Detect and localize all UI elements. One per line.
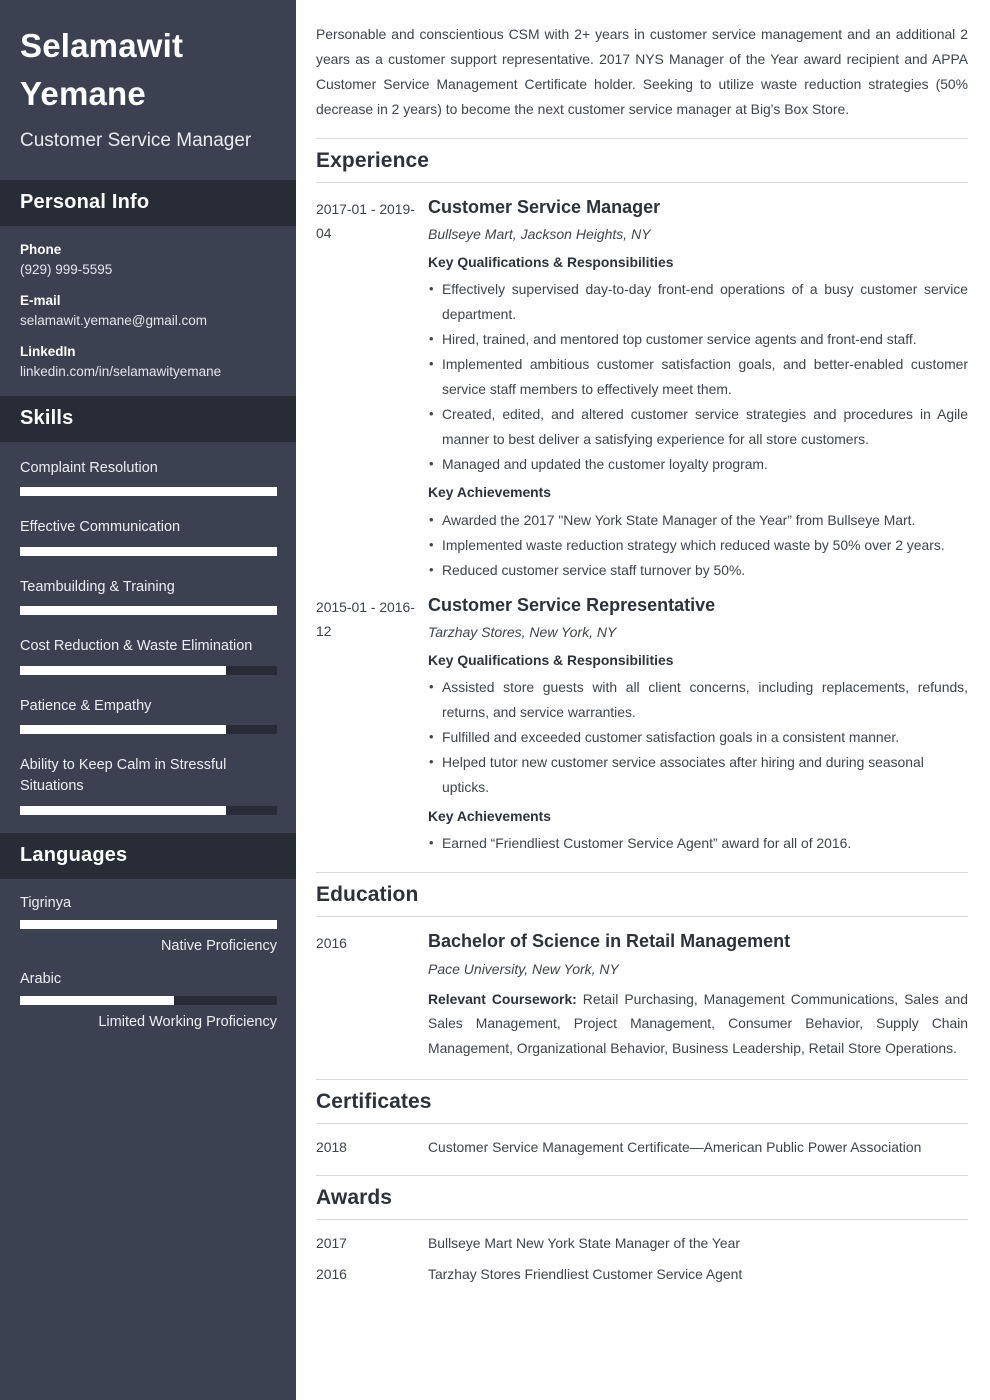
award-date: 2017 — [316, 1234, 347, 1251]
coursework-text: Retail Purchasing, Management Communications, Sales and Sales Management, Project Management, Consumer Behavior, Supply Chain Management, Organizational Behavior, Business Leadership, Retail Store Operations. — [428, 990, 968, 1057]
skill-item — [20, 755, 276, 814]
experience-entry — [316, 195, 968, 583]
languages-heading: Languages — [20, 843, 128, 866]
phone-value[interactable]: (929) 999-5595 — [20, 261, 113, 277]
language-proficiency: Native Proficiency — [160, 937, 277, 954]
list-item: • Created, edited, and altered customer service strategies and procedures in Agile manner to best deliver a satisfying experience for all store customers. — [428, 402, 968, 452]
skill-level-fill — [20, 487, 277, 496]
candidate-name: Selamawit Yemane — [20, 27, 184, 112]
personal-info-item-email — [20, 293, 276, 330]
achievements-list — [428, 508, 968, 583]
experience-heading: Experience — [316, 149, 968, 183]
phone-label: Phone — [20, 241, 62, 257]
skill-item — [20, 577, 276, 616]
list-item: • Assisted store guests with all client concerns, including replacements, refunds, returns, and service warranties. — [428, 675, 968, 725]
education-heading: Education — [316, 883, 968, 917]
language-item — [20, 971, 276, 1030]
list-item: • Implemented ambitious customer satisfaction goals, and better-enabled customer service staff members to effectively meet them. — [428, 352, 968, 402]
education-entry — [316, 929, 968, 1061]
award-text: Tarzhay Stores Friendliest Customer Service Agent — [428, 1265, 743, 1282]
skill-level-fill — [20, 666, 226, 675]
awards-heading: Awards — [316, 1186, 968, 1220]
email-value[interactable]: selamawit.yemane@gmail.com — [20, 313, 208, 329]
skill-item — [20, 636, 276, 675]
skill-level-bar — [20, 666, 277, 675]
certificates-heading: Certificates — [316, 1090, 968, 1124]
skill-label: Patience & Empathy — [20, 697, 152, 714]
list-item: • Helped tutor new customer service associates after hiring and during seasonal upticks. — [428, 750, 968, 800]
coursework-label: Relevant Coursework: — [428, 990, 577, 1007]
list-item: • Fulfilled and exceeded customer satisfaction goals in a consistent manner. — [428, 725, 968, 750]
email-label: E-mail — [20, 293, 61, 309]
list-item: • Reduced customer service staff turnover by 50%. — [428, 558, 968, 583]
skill-level-bar — [20, 487, 277, 496]
skill-label: Teambuilding & Training — [20, 578, 175, 595]
qualifications-list — [428, 277, 968, 476]
qualifications-heading: Key Qualifications & Responsibilities — [428, 253, 674, 270]
professional-summary: Personable and conscientious CSM with 2+ years in customer service management and an additional 2 years as a customer support representative. 2017 NYS Manager of the Year award recipient and APPA Customer Service Management Certificate holder. Seeking to utilize waste reduction strategies (50% decrease in 2 years) to become the next customer service manager at Big's Box Store. — [316, 26, 968, 117]
skill-level-fill — [20, 725, 226, 734]
section-awards — [316, 1175, 968, 1296]
education-date: 2016 — [316, 935, 347, 952]
certificate-row — [316, 1136, 968, 1158]
experience-details — [428, 195, 968, 583]
language-level-bar — [20, 996, 277, 1005]
achievements-heading: Key Achievements — [428, 484, 552, 501]
section-education — [316, 872, 968, 1061]
skill-level-bar — [20, 725, 277, 734]
personal-info-body — [0, 226, 296, 396]
skill-level-bar — [20, 806, 277, 815]
skills-body — [0, 442, 296, 833]
award-date: 2016 — [316, 1265, 347, 1282]
section-certificates — [316, 1079, 968, 1158]
personal-info-item-phone — [20, 242, 276, 279]
skill-label: Complaint Resolution — [20, 459, 158, 476]
skills-heading: Skills — [20, 406, 74, 429]
skill-level-fill — [20, 806, 226, 815]
candidate-job-title: Customer Service Manager — [20, 129, 252, 151]
language-item — [20, 895, 276, 954]
language-level-fill — [20, 920, 277, 929]
skill-level-bar — [20, 606, 277, 615]
personal-info-heading: Personal Info — [20, 190, 150, 213]
qualifications-list — [428, 675, 968, 799]
list-item: • Effectively supervised day-to-day front-end operations of a busy customer service department. — [428, 277, 968, 327]
section-header-personal-info — [0, 180, 296, 226]
achievements-heading: Key Achievements — [428, 807, 552, 824]
skill-label: Cost Reduction & Waste Elimination — [20, 638, 253, 655]
language-level-fill — [20, 996, 174, 1005]
education-school: Pace University, New York, NY — [428, 960, 619, 977]
experience-details — [428, 593, 968, 857]
list-item: • Implemented waste reduction strategy which reduced waste by 50% over 2 years. — [428, 533, 968, 558]
achievements-list — [428, 831, 968, 856]
language-label: Tigrinya — [20, 894, 72, 911]
certificate-date: 2018 — [316, 1139, 347, 1156]
skill-item — [20, 696, 276, 735]
language-proficiency: Limited Working Proficiency — [98, 1013, 277, 1030]
award-row — [316, 1263, 968, 1285]
qualifications-heading: Key Qualifications & Responsibilities — [428, 651, 674, 668]
award-row — [316, 1232, 968, 1254]
skill-level-fill — [20, 547, 277, 556]
language-label: Arabic — [20, 970, 62, 987]
language-level-bar — [20, 920, 277, 929]
section-header-skills — [0, 396, 296, 442]
experience-role: Customer Service Representative — [428, 594, 716, 615]
list-item: • Awarded the 2017 "New York State Manager of the Year” from Bullseye Mart. — [428, 508, 968, 533]
skill-item — [20, 517, 276, 556]
list-item: • Earned “Friendliest Customer Service Agent” award for all of 2016. — [428, 831, 968, 856]
linkedin-label: LinkedIn — [20, 344, 76, 360]
sidebar — [0, 0, 296, 1400]
education-details — [428, 929, 968, 1061]
languages-body — [0, 879, 296, 1044]
main-content — [296, 0, 990, 1295]
experience-organization: Tarzhay Stores, New York, NY — [428, 624, 617, 641]
education-coursework — [428, 987, 968, 1062]
skill-item — [20, 458, 276, 497]
education-degree: Bachelor of Science in Retail Management — [428, 931, 791, 952]
personal-info-item-linkedin — [20, 344, 276, 381]
skill-level-bar — [20, 547, 277, 556]
name-block — [0, 0, 296, 180]
experience-organization: Bullseye Mart, Jackson Heights, NY — [428, 226, 651, 243]
skill-level-fill — [20, 606, 277, 615]
award-text: Bullseye Mart New York State Manager of the Year — [428, 1234, 740, 1251]
experience-date: 2015-01 - 2016-12 — [316, 598, 415, 640]
section-experience — [316, 138, 968, 857]
certificate-text: Customer Service Management Certificate—American Public Power Association — [428, 1139, 922, 1156]
skill-label: Effective Communication — [20, 519, 181, 536]
list-item: • Managed and updated the customer loyalty program. — [428, 452, 968, 477]
experience-role: Customer Service Manager — [428, 196, 661, 217]
section-header-languages — [0, 833, 296, 879]
linkedin-value[interactable]: linkedin.com/in/selamawityemane — [20, 364, 222, 380]
experience-date: 2017-01 - 2019-04 — [316, 200, 415, 242]
list-item: • Hired, trained, and mentored top customer service agents and front-end staff. — [428, 327, 968, 352]
skill-label: Ability to Keep Calm in Stressful Situations — [20, 757, 227, 795]
experience-entry — [316, 593, 968, 857]
